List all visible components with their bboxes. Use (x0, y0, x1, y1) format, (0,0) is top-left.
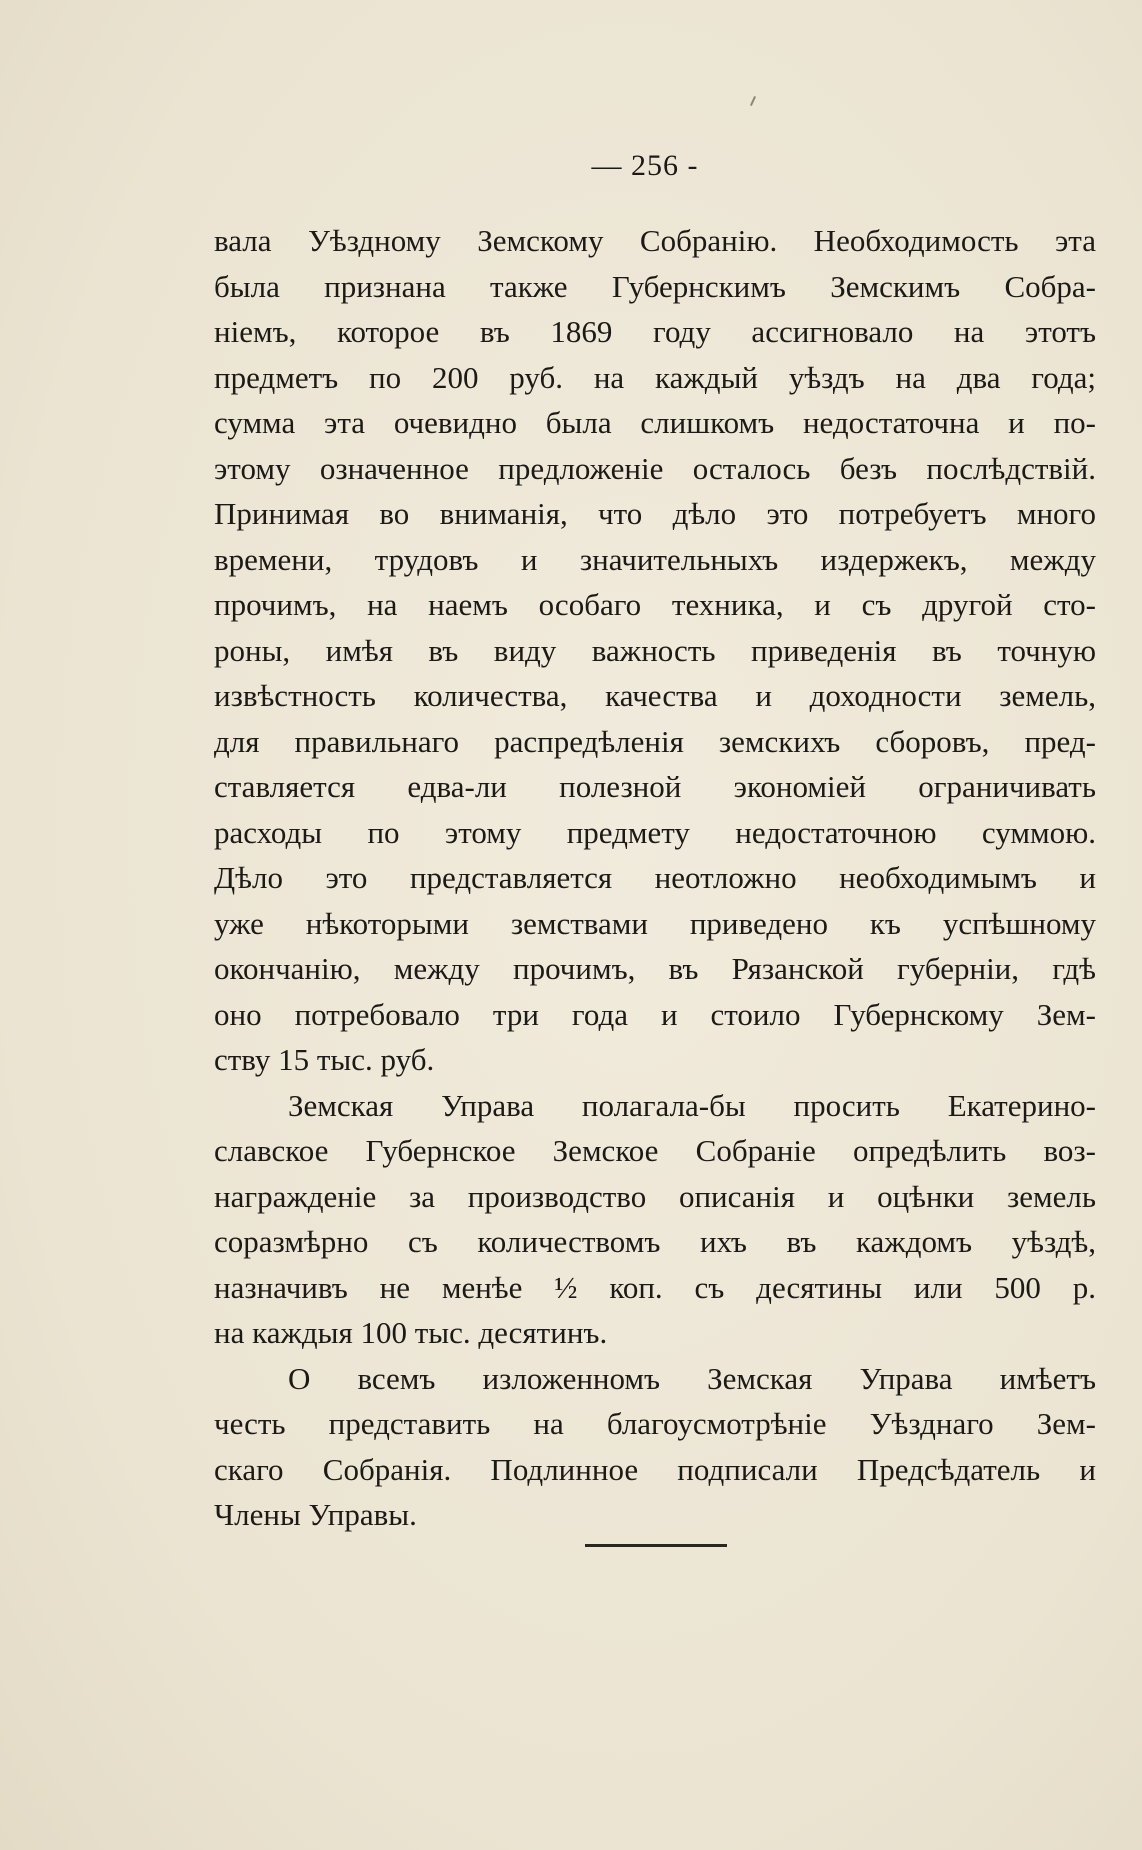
text-line: Земская Управа полагала-бы просить Екатерино- (288, 1087, 1096, 1123)
text-line: сумма эта очевидно была слишкомъ недостаточна и по- (214, 405, 1096, 440)
text-line: окончанiю, между прочимъ, въ Рязанской губернiи, гдѣ (214, 951, 1096, 986)
text-line: извѣстность количества, качества и доходности земель, (214, 678, 1096, 713)
text-line: этому означенное предложенiе осталось безъ послѣдствiй. (214, 450, 1096, 486)
text-line: Дѣло это представляется неотложно необходимымъ и (214, 860, 1096, 895)
text-line: нiемъ, которое въ 1869 году ассигновало на этотъ (214, 314, 1096, 349)
text-line: была признана также Губернскимъ Земскимъ Собра- (214, 268, 1096, 304)
text-line: скаго Собранiя. Подлинное подписали Предсѣдатель и (214, 1451, 1096, 1487)
text-line: О всемъ изложенномъ Земская Управа имѣетъ (288, 1360, 1096, 1396)
body-text (214, 218, 1096, 1538)
text-line: вала Уѣздному Земскому Собранiю. Необходимость эта (214, 223, 1096, 258)
text-line: на каждыя 100 тыс. десятинъ. (214, 1315, 608, 1350)
text-line: ставляется едва-ли полезной экономiей ограничивать (214, 769, 1096, 804)
text-line: времени, трудовъ и значительныхъ издержекъ, между (214, 541, 1096, 577)
text-line: славское Губернское Земское Собранiе опредѣлить воз- (214, 1133, 1096, 1168)
text-line: роны, имѣя въ виду важность приведенiя въ точную (214, 632, 1096, 668)
text-line: прочимъ, на наемъ особаго техника, и съ другой сто- (214, 587, 1096, 622)
text-line: уже нѣкоторыми земствами приведено къ успѣшному (214, 905, 1096, 941)
text-line: предметъ по 200 руб. на каждый уѣздъ на два года; (214, 359, 1096, 395)
text-line: ству 15 тыс. руб. (214, 1042, 435, 1077)
text-line: соразмѣрно съ количествомъ ихъ въ каждомъ уѣздѣ, (214, 1224, 1096, 1259)
text-line: честь представить на благоусмотрѣнiе Уѣзднаго Зем- (214, 1406, 1096, 1441)
text-line: награжденiе за производство описанiя и оцѣнки земель (214, 1178, 1096, 1214)
page-number: — 256 - (591, 149, 699, 182)
text-line: для правильнаго распредѣленiя земскихъ сборовъ, пред- (214, 723, 1096, 759)
text-line: расходы по этому предмету недостаточною суммою. (214, 814, 1096, 850)
paper-speck (750, 96, 756, 106)
text-line: оно потребовало три года и стоило Губернскому Зем- (214, 996, 1096, 1032)
text-line: Принимая во вниманiя, что дѣло это потребуетъ много (214, 496, 1096, 531)
text-line: Члены Управы. (214, 1497, 417, 1532)
text-line: назначивъ не менѣе ½ коп. съ десятины или 500 р. (214, 1269, 1096, 1305)
section-divider-rule (585, 1544, 727, 1547)
